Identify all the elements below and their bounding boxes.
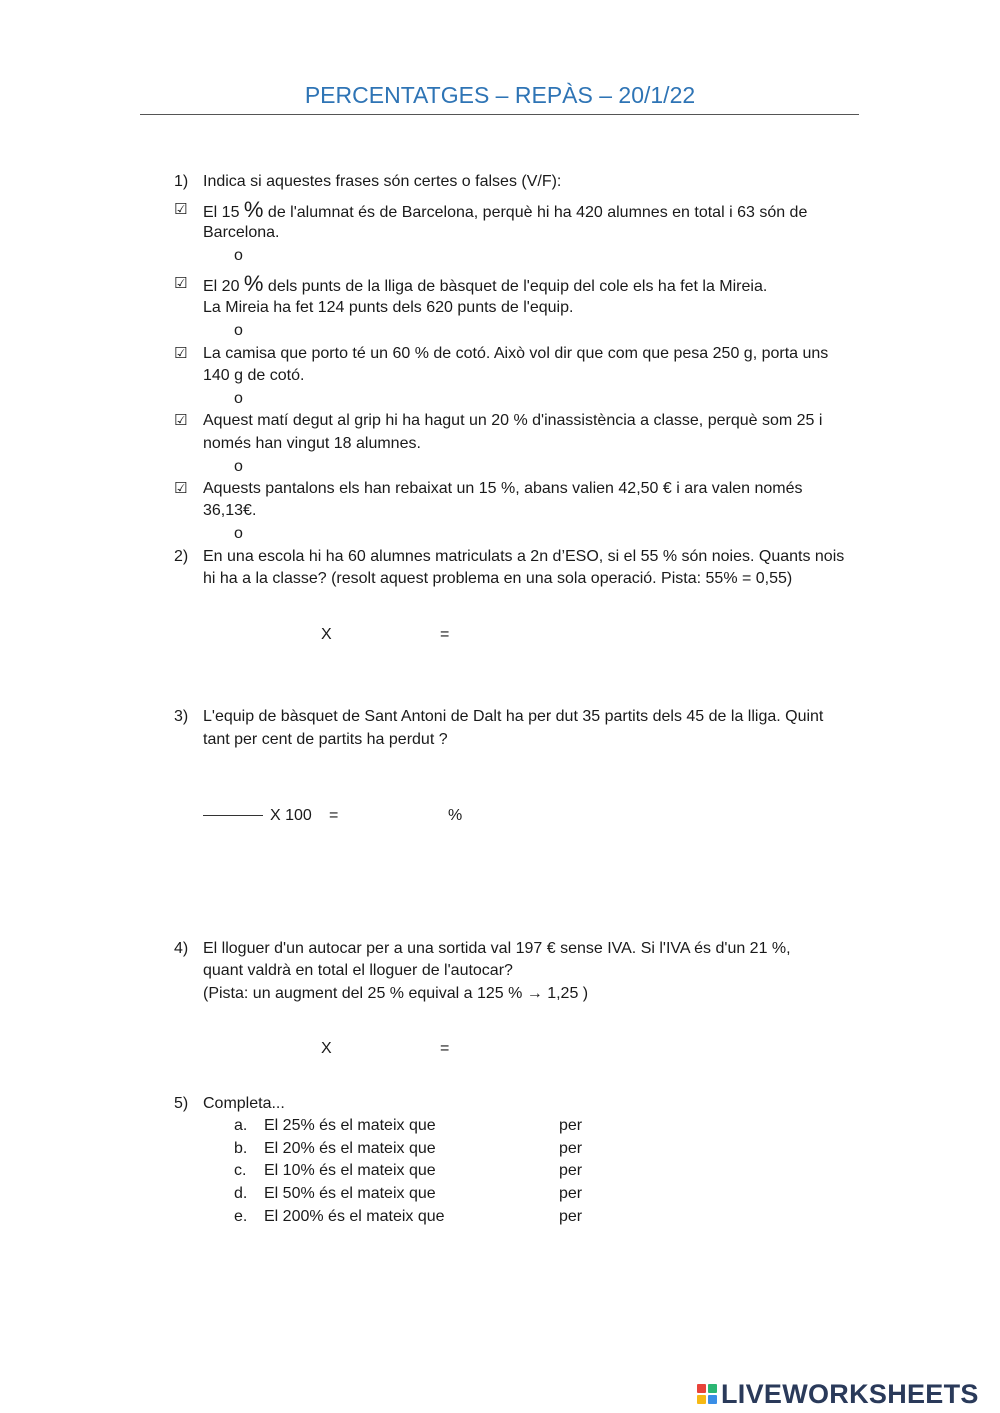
q1-item-5-line-1: Aquests pantalons els han rebaixat un 15 %, abans valien 42,50 € i ara valen només [203,480,803,497]
title-underline [140,114,859,115]
circle-bullet-icon: o [234,525,243,542]
q2-line-2: hi ha a la classe? (resolt aquest problema en una sola operació. Pista: 55% = 0,55) [203,570,793,587]
q1-item-2-line-2: La Mireia ha fet 124 punts dels 620 punts de l'equip. [203,299,574,316]
list-item-letter: c. [234,1162,247,1179]
q1-item-4-line-1: Aquest matí degut al grip hi ha hagut un 20 % d'inassistència a classe, perquè som 25 i [203,412,823,429]
logo-block [697,1384,706,1393]
list-item-text: El 25% és el mateix que [264,1117,436,1134]
q4-times-sign: X [321,1040,332,1057]
q5-number: 5) [174,1095,189,1112]
list-item-per: per [559,1140,583,1157]
q4-line-2: quant valdrà en total el lloguer de l'autocar? [203,962,513,979]
list-item-per: per [559,1162,583,1179]
page-title: PERCENTATGES – REPÀS – 20/1/22 [304,82,696,108]
fraction-bar [203,815,263,816]
q5-prompt: Completa... [203,1095,285,1112]
liveworksheets-logo[interactable] [697,1378,979,1410]
list-item-letter: b. [234,1140,248,1157]
q2-line-1: En una escola hi ha 60 alumnes matriculats a 2n d’ESO, si el 55 % són noies. Quants nois [203,548,845,565]
q1-item-5-line-2: 36,13€. [203,502,257,519]
q3-percent-sign: % [448,807,463,824]
q4-equals-sign: = [440,1040,450,1057]
checked-box-icon[interactable]: ☑ [174,412,188,429]
checked-box-icon[interactable]: ☑ [174,201,188,218]
q4-number: 4) [174,940,189,957]
q1-item-1-line-2: Barcelona. [203,224,280,241]
q3-line-2: tant per cent de partits ha perdut ? [203,731,448,748]
circle-bullet-icon: o [234,458,243,475]
q2-equals-sign: = [440,626,450,643]
logo-block [708,1384,717,1393]
q2-times-sign: X [321,626,332,643]
q4-line-1: El lloguer d'un autocar per a una sortida val 197 € sense IVA. Si l'IVA és d'un 21 %, [203,940,791,957]
q1-prompt: Indica si aquestes frases són certes o falses (V/F): [203,173,562,190]
list-item-text: El 200% és el mateix que [264,1208,445,1225]
circle-bullet-icon: o [234,390,243,407]
q1-item-2-line-1: El 20 % dels punts de la lliga de bàsquet de l'equip del cole els ha fet la Mireia. [203,271,768,296]
q3-equals-sign: = [329,807,339,824]
q4-hint: (Pista: un augment del 25 % equival a 125 % → 1,25 ) [203,985,589,1002]
list-item-per: per [559,1117,583,1134]
q2-number: 2) [174,548,189,565]
q1-item-1-line-1: El 15 % de l'alumnat és de Barcelona, perquè hi ha 420 alumnes en total i 63 són de [203,197,808,222]
checked-box-icon[interactable]: ☑ [174,345,188,362]
q1-number: 1) [174,173,189,190]
checked-box-icon[interactable]: ☑ [174,275,188,292]
list-item-per: per [559,1185,583,1202]
q1-item-3-line-2: 140 g de cotó. [203,367,305,384]
list-item-letter: a. [234,1117,248,1134]
logo-block [708,1395,717,1404]
q1-item-3-line-1: La camisa que porto té un 60 % de cotó. Això vol dir que com que pesa 250 g, porta uns [203,345,829,362]
checked-box-icon[interactable]: ☑ [174,480,188,497]
q3-times-100: X 100 [270,807,312,824]
circle-bullet-icon: o [234,247,243,264]
list-item-per: per [559,1208,583,1225]
logo-text: LIVEWORKSHEETS [721,1378,979,1409]
q3-line-1: L'equip de bàsquet de Sant Antoni de Dalt ha per dut 35 partits dels 45 de la lliga. Quint [203,708,824,725]
logo-mark-icon [697,1384,717,1404]
list-item-text: El 20% és el mateix que [264,1140,436,1157]
list-item-text: El 50% és el mateix que [264,1185,436,1202]
list-item-text: El 10% és el mateix que [264,1162,436,1179]
circle-bullet-icon: o [234,322,243,339]
q3-number: 3) [174,708,189,725]
right-arrow-icon: → [526,985,543,1002]
q1-item-4-line-2: només han vingut 18 alumnes. [203,435,421,452]
list-item-letter: e. [234,1208,248,1225]
logo-block [697,1395,706,1404]
list-item-letter: d. [234,1185,248,1202]
